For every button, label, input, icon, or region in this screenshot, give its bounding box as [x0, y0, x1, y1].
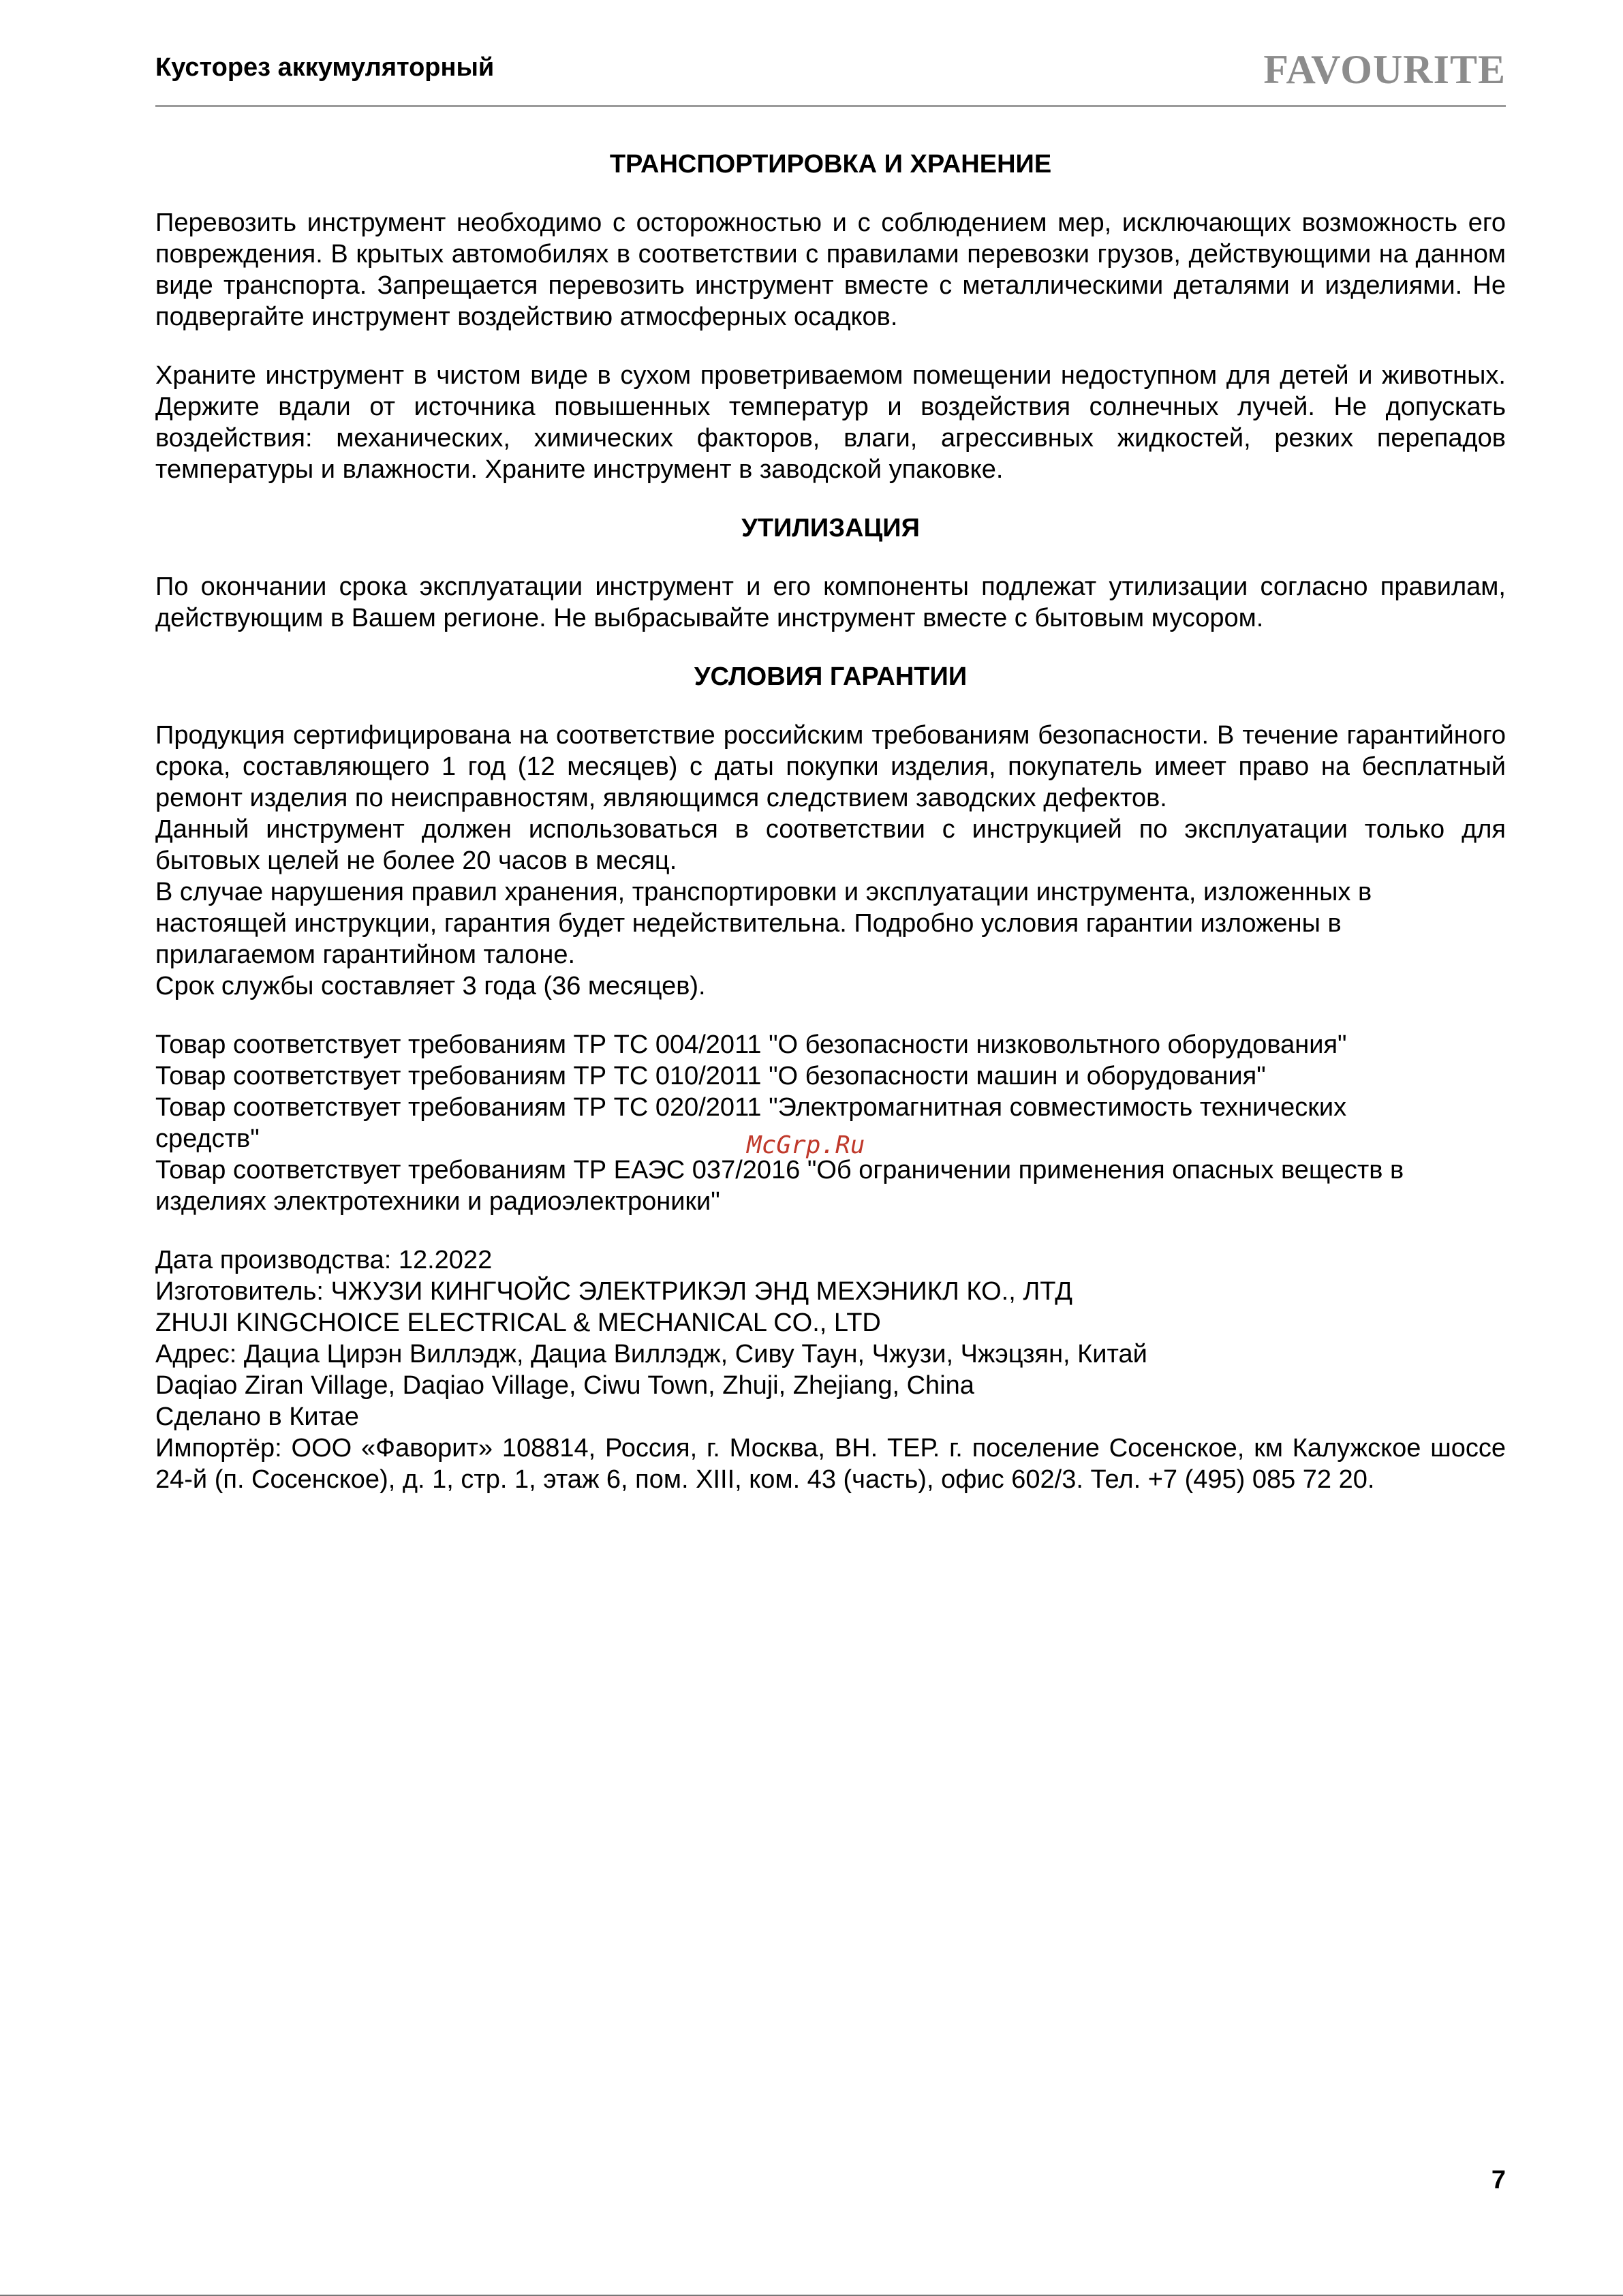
manufacturer-address-ru: Адрес: Дациа Цирэн Виллэдж, Дациа Виллэдж, Сиву Таун, Чжузи, Чжэцзян, Китай [155, 1340, 1147, 1368]
transport-heading: ТРАНСПОРТИРОВКА И ХРАНЕНИЕ [609, 150, 1052, 179]
service-life-text: Срок службы составляет 3 года (36 месяцев). [155, 972, 706, 1000]
manufacturer-name-en: ZHUJI KINGCHOICE ELECTRICAL & MECHANICAL CO., LTD [155, 1308, 881, 1337]
warranty-void-line: настоящей инструкции, гарантия будет недействительна. Подробно условия гарантии изложены в [155, 909, 1342, 938]
transport-paragraph: Перевозить инструмент необходимо с осторожностью и с соблюдением мер, исключающих возможность его повреждения. В крытых автомобилях в соответствии с правилами перевозки грузов, действующими на данном виде транспорта. Запрещается перевозить инструмент вместе с металлическими деталями и изделиями. Не подвергайте инструмент воздействию атмосферных осадков. [155, 209, 1506, 331]
brand-logo: FAVOURITE [1263, 47, 1506, 92]
compliance-line: средств" [155, 1124, 260, 1153]
importer-info: Импортёр: ООО «Фаворит» 108814, Россия, г. Москва, ВН. ТЕР. г. поселение Сосенское, км Калужское шоссе 24-й (п. Сосенское), д. 1, стр. 1, этаж 6, пом. XIII, ком. 43 (часть), офис 602/3. Тел. +7 (495) 085 72 20. [155, 1434, 1506, 1494]
watermark: McGrp.Ru [747, 1131, 865, 1159]
compliance-line: Товар соответствует требованиям ТР ТС 010/2011 "О безопасности машин и оборудования" [155, 1062, 1266, 1090]
compliance-line: Товар соответствует требованиям ТР ТС 004/2011 "О безопасности низковольтного оборудования" [155, 1030, 1347, 1059]
warranty-certification-text: Продукция сертифицирована на соответствие российским требованиям безопасности. В течение гарантийного срока, составляющего 1 год (12 месяцев) с даты покупки изделия, покупатель имеет право на бесплатный ремонт изделия по неисправностям, являющимся следствием заводских дефектов. [155, 721, 1506, 812]
page-number: 7 [1491, 2166, 1506, 2194]
country-of-origin: Сделано в Китае [155, 1403, 359, 1431]
compliance-line: Товар соответствует требованиям ТР ТС 020/2011 "Электромагнитная совместимость технических [155, 1093, 1347, 1122]
compliance-block [155, 1029, 1506, 1217]
production-date: Дата производства: 12.2022 [155, 1246, 493, 1274]
manufacturer-name-ru: Изготовитель: ЧЖУЗИ КИНГЧОЙС ЭЛЕКТРИКЭЛ ЭНД МЕХЭНИКЛ КО., ЛТД [155, 1277, 1072, 1306]
page-content [155, 149, 1506, 1522]
warranty-heading: УСЛОВИЯ ГАРАНТИИ [694, 662, 968, 691]
document-title: Кусторез аккумуляторный [155, 53, 495, 82]
warranty-usage-text: Данный инструмент должен использоваться в соответствии с инструкцией по эксплуатации только для бытовых целей не более 20 часов в месяц. [155, 815, 1506, 875]
compliance-line: изделиях электротехники и радиоэлектроники" [155, 1187, 720, 1216]
storage-paragraph: Храните инструмент в чистом виде в сухом проветриваемом помещении недоступном для детей и животных. Держите вдали от источника повышенных температур и воздействия солнечных лучей. Не допускать воздействия: механических, химических факторов, влаги, агрессивных жидкостей, резких перепадов температуры и влажности. Храните инструмент в заводской упаковке. [155, 361, 1506, 484]
disposal-paragraph: По окончании срока эксплуатации инструмент и его компоненты подлежат утилизации согласно правилам, действующим в Вашем регионе. Не выбрасывайте инструмент вместе с бытовым мусором. [155, 572, 1506, 632]
header-divider [155, 105, 1506, 107]
compliance-line: Товар соответствует требованиям ТР ЕАЭС 037/2016 "Об ограничении применения опасных веществ в [155, 1156, 1404, 1184]
warranty-void-line: прилагаемом гарантийном талоне. [155, 940, 576, 969]
warranty-block [155, 720, 1506, 1002]
manufacturer-address-en: Daqiao Ziran Village, Daqiao Village, Ciwu Town, Zhuji, Zhejiang, China [155, 1371, 974, 1400]
manufacturer-block [155, 1244, 1506, 1495]
warranty-void-line: В случае нарушения правил хранения, транспортировки и эксплуатации инструмента, изложенных в [155, 878, 1372, 906]
disposal-heading: УТИЛИЗАЦИЯ [741, 514, 920, 542]
